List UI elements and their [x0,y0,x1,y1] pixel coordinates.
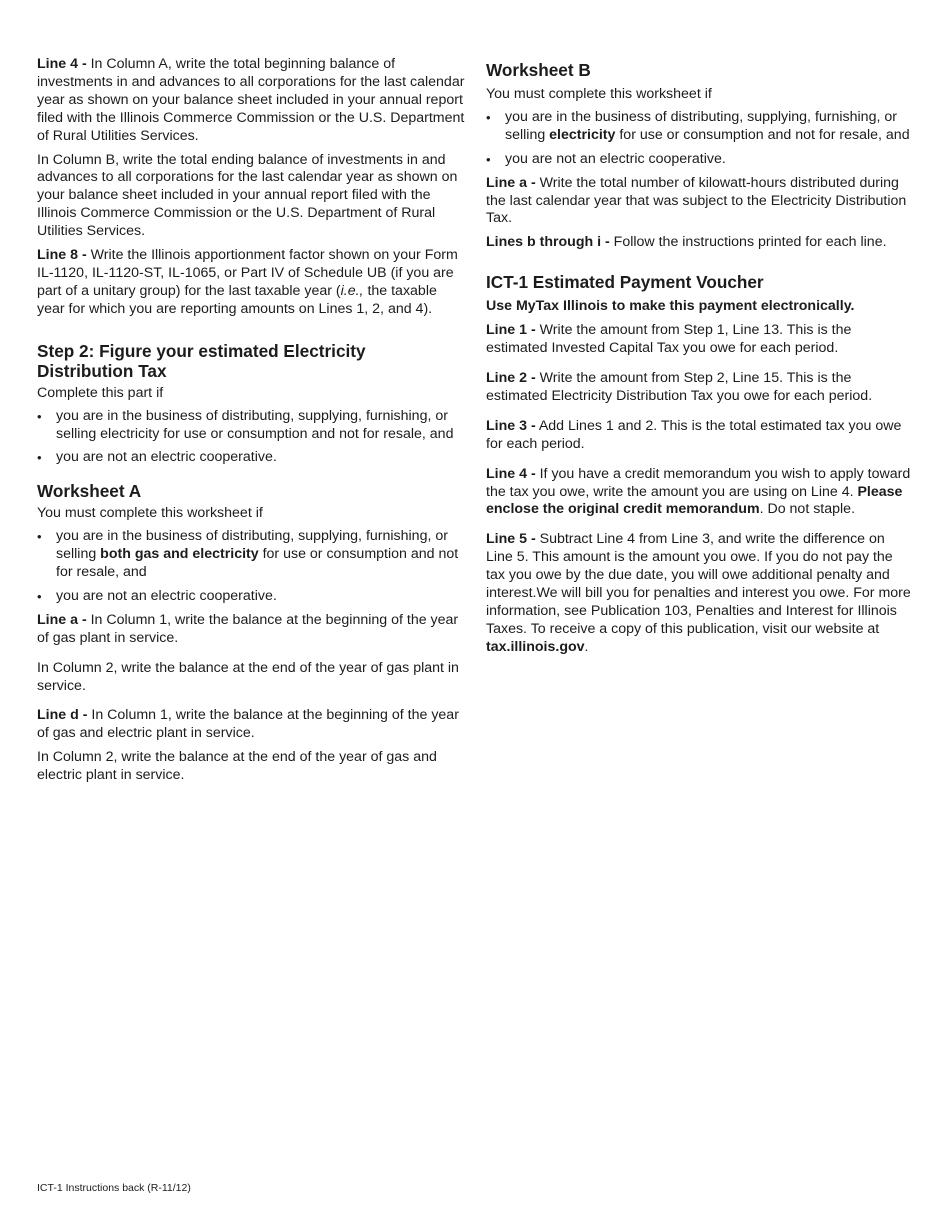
worksheet-a-heading: Worksheet A [37,481,142,502]
bullet-icon: • [37,588,42,604]
line-4-instructions: Line 4 - In Column A, write the total beginning balance of investments in and advances to all corporations for the last calendar year as shown on your balance sheet included in your annual report filed with the Illinois Commerce Commission or the U.S. Department of Rural Utilities Services. [37,56,465,144]
worksheet-b-conditions [486,109,914,169]
voucher-line-5: Line 5 - Subtract Line 4 from Line 3, and write the difference on Line 5. This amount is the amount you owe. If you do not pay the tax you owe by the due date, you will owe additional penalty and interest.We will bill you for penalties and interest you owe. For more information, see Publication 103, Penalties and Interest for Illinois Taxes. To receive a copy of this publication, visit our website at tax.illinois.gov. [486,531,911,655]
bullet-icon: • [37,450,42,466]
worksheet-b-line-a: Line a - Write the total number of kilowatt-hours distributed during the last calendar year that was subject to the Electricity Distribution Tax. [486,174,907,227]
step-2-conditions [37,408,465,468]
bullet-icon: • [37,408,42,424]
worksheet-a-line-a: Line a - In Column 1, write the balance at the beginning of the year of gas plant in service. [37,611,459,646]
voucher-line-3: Line 3 - Add Lines 1 and 2. This is the total estimated tax you owe for each period. [486,417,902,452]
column-b-instructions: In Column B, write the total ending balance of investments in and advances to all corporations for the last calendar year as shown on your balance sheet included in your annual report filed with the Illinois Commerce Commission or the U.S. Department of Rural Utilities Services. [37,151,458,240]
mytax-note: Use MyTax Illinois to make this payment electronically. [486,298,855,315]
worksheet-a-intro: You must complete this worksheet if [37,505,263,522]
list-item: • you are not an electric cooperative. [486,150,726,167]
page-footer: ICT-1 Instructions back (R-11/12) [37,1182,191,1194]
worksheet-b-intro: You must complete this worksheet if [486,86,712,102]
bullet-icon: • [37,529,42,545]
left-column [37,56,465,785]
worksheet-a-line-d: Line d - In Column 1, write the balance at the beginning of the year of gas and electric plant in service. [37,707,459,742]
bullet-icon: • [486,151,491,167]
voucher-heading: ICT-1 Estimated Payment Voucher [486,272,764,293]
list-item: • you are in the business of distributing, supplying, furnishing, or selling electricity for use or consumption and not for resale, and [486,108,910,143]
list-item: • you are in the business of distributing, supplying, furnishing, or selling both gas and electricity for use or consumption and not for resale, and [37,528,459,581]
worksheet-a-conditions [37,528,465,606]
worksheet-a-line-d-column-2: In Column 2, write the balance at the end of the year of gas and electric plant in service. [37,749,437,784]
step-2-heading: Step 2: Figure your estimated Electricity Distribution Tax [37,340,366,381]
voucher-line-2: Line 2 - Write the amount from Step 2, Line 15. This is the estimated Electricity Distribution Tax you owe for each period. [486,369,873,404]
right-column [486,56,914,657]
worksheet-a-line-a-column-2: In Column 2, write the balance at the end of the year of gas plant in service. [37,659,459,694]
voucher-line-4: Line 4 - If you have a credit memorandum you wish to apply toward the tax you owe, write the amount you are using on Line 4. Please enclose the original credit memorandum. Do not staple. [486,465,911,518]
worksheet-b-lines-b-through-i: Lines b through i - Follow the instructions printed for each line. [486,234,887,251]
voucher-line-1: Line 1 - Write the amount from Step 1, Line 13. This is the estimated Invested Capital Tax you owe for each period. [486,322,852,357]
list-item: • you are in the business of distributing, supplying, furnishing, or selling electricity for use or consumption and not for resale, and [37,407,454,442]
website-link: tax.illinois.gov [486,638,585,655]
worksheet-b-heading: Worksheet B [486,60,591,80]
list-item: • you are not an electric cooperative. [37,587,277,604]
list-item: • you are not an electric cooperative. [37,449,277,466]
line-8-instructions: Line 8 - Write the Illinois apportionment factor shown on your Form IL-1120, IL-1120-ST, IL-1065, or Part IV of Schedule UB (if you are part of a unitary group) for the last taxable year (i.e., the taxable year for which you are reporting amounts on Lines 1, 2, and 4). [37,247,458,317]
step-2-intro: Complete this part if [37,384,164,401]
bullet-icon: • [486,109,491,125]
